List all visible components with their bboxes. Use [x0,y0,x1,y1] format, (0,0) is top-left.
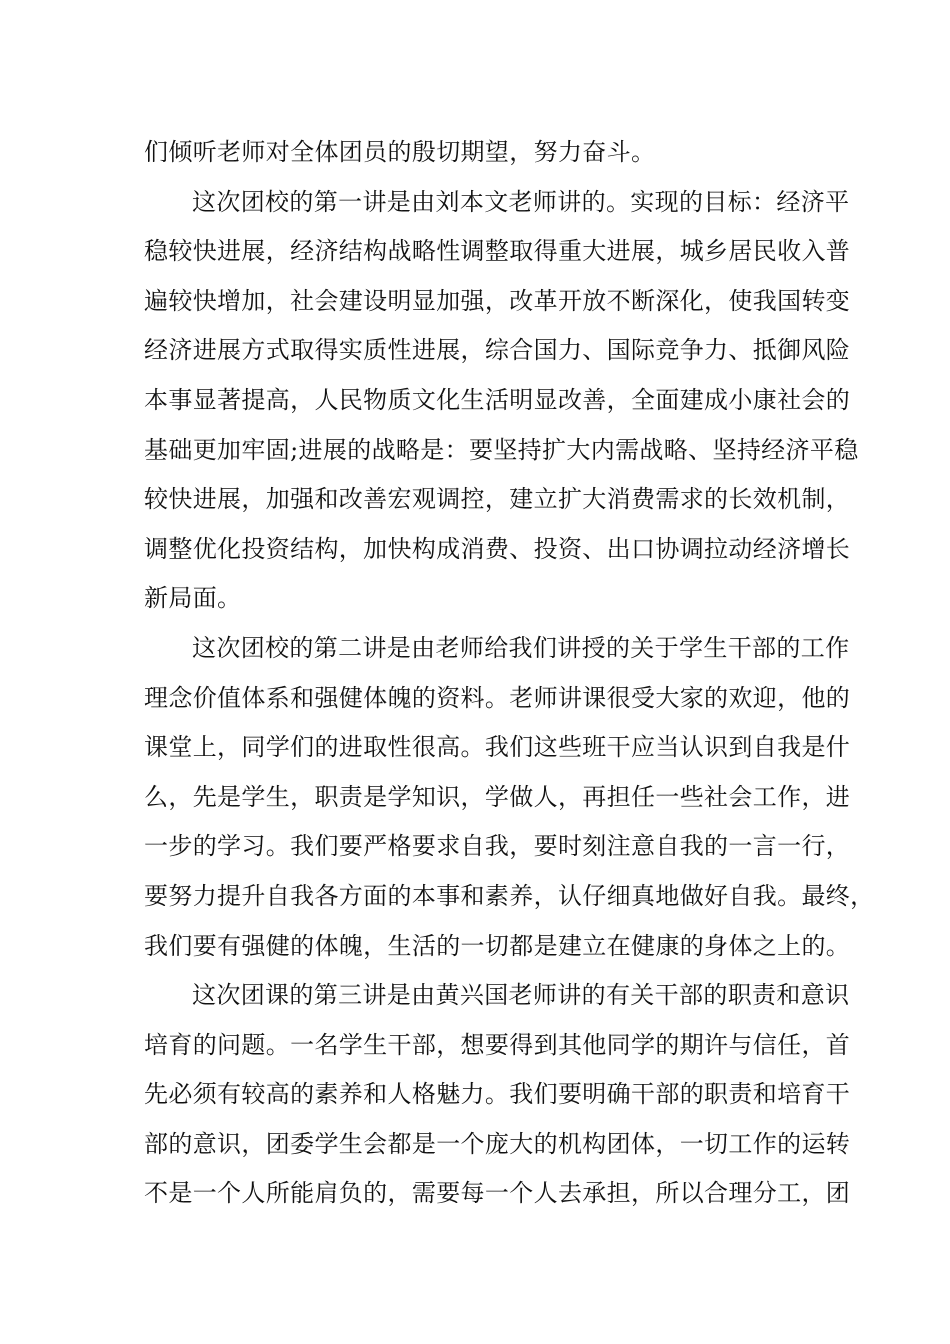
paragraph-first-line: 这次团课的第三讲是由黄兴国老师讲的有关干部的职责和意识 [192,981,850,1010]
text-line: 遍较快增加，社会建设明显加强，改革开放不断深化，使我国转变 [144,286,851,315]
text-line: 理念价值体系和强健体魄的资料。老师讲课很受大家的欢迎，他的 [144,683,851,712]
text-line: 课堂上，同学们的进取性很高。我们这些班干应当认识到自我是什 [144,733,851,762]
text-line: 不是一个人所能肩负的，需要每一个人去承担，所以合理分工，团 [144,1179,851,1208]
text-line: 基础更加牢固;进展的战略是：要坚持扩大内需战略、坚持经济平稳 [144,435,859,464]
document-body [144,128,875,1219]
text-line: 培育的问题。一名学生干部，想要得到其他同学的期许与信任，首 [144,1030,851,1059]
text-line: 要努力提升自我各方面的本事和素养，认仔细真地做好自我。最终， [144,881,875,910]
paragraph-first-line: 这次团校的第二讲是由老师给我们讲授的关于学生干部的工作 [192,633,850,662]
text-line: 们倾听老师对全体团员的殷切期望，努力奋斗。 [144,138,656,166]
text-line: 调整优化投资结构，加快构成消费、投资、出口协调拉动经济增长 [144,534,851,563]
text-line: 较快进展，加强和改善宏观调控，建立扩大消费需求的长效机制， [144,485,851,514]
text-line: 本事显著提高，人民物质文化生活明显改善，全面建成小康社会的 [144,385,851,414]
text-line: 一步的学习。我们要严格要求自我，要时刻注意自我的一言一行， [144,832,851,861]
text-line: 我们要有强健的体魄，生活的一切都是建立在健康的身体之上的。 [144,931,851,960]
paragraph-first-line: 这次团校的第一讲是由刘本文老师讲的。实现的目标：经济平 [192,187,850,216]
text-line: 部的意识，团委学生会都是一个庞大的机构团体，一切工作的运转 [144,1129,851,1158]
text-line: 么，先是学生，职责是学知识，学做人，再担任一些社会工作，进 [144,782,851,811]
text-line: 先必须有较高的素养和人格魅力。我们要明确干部的职责和培育干 [144,1080,851,1109]
text-line: 经济进展方式取得实质性进展，综合国力、国际竞争力、抵御风险 [144,336,851,365]
text-line: 稳较快进展，经济结构战略性调整取得重大进展，城乡居民收入普 [144,237,851,266]
text-line: 新局面。 [144,584,242,613]
